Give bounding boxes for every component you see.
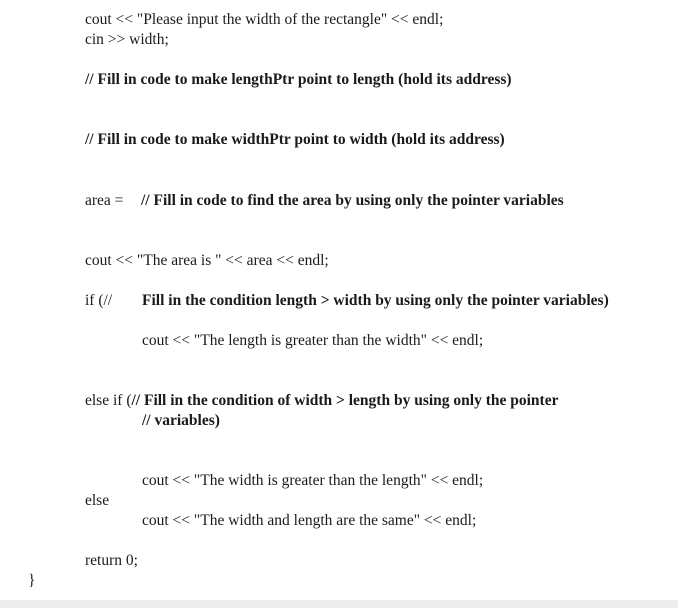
code-line-cout-same: cout << "The width and length are the same" << endl; xyxy=(142,512,477,529)
comment-if-condition: Fill in the condition length > width by using only the pointer variables) xyxy=(142,292,609,309)
code-else-if-prefix: else if ( xyxy=(85,392,132,409)
code-else-keyword: else xyxy=(85,492,110,509)
code-line-cout-prompt: cout << "Please input the width of the rectangle" << endl; xyxy=(85,11,444,28)
comment-else-if-condition-cont: // variables) xyxy=(142,412,220,429)
code-line-cout-width-greater: cout << "The width is greater than the length" << endl; xyxy=(142,472,484,489)
code-line-cout-length-greater: cout << "The length is greater than the width" << endl; xyxy=(142,332,484,349)
code-closing-brace: } xyxy=(28,572,36,589)
code-line-cin-width: cin >> width; xyxy=(85,31,169,48)
comment-else-if-condition: // Fill in the condition of width > length by using only the pointer xyxy=(131,392,559,409)
page-bottom-edge xyxy=(0,600,678,608)
comment-length-ptr: // Fill in code to make lengthPtr point to length (hold its address) xyxy=(85,71,512,88)
comment-width-ptr: // Fill in code to make widthPtr point to width (hold its address) xyxy=(85,131,505,148)
code-else-if-line xyxy=(85,391,558,411)
code-if-prefix: if (// xyxy=(85,292,113,309)
code-area-assign: area = xyxy=(85,192,124,209)
comment-area: // Fill in code to find the area by using only the pointer variables xyxy=(141,192,564,209)
code-line-cout-area: cout << "The area is " << area << endl; xyxy=(85,252,329,269)
code-return-stmt: return 0; xyxy=(85,552,138,569)
